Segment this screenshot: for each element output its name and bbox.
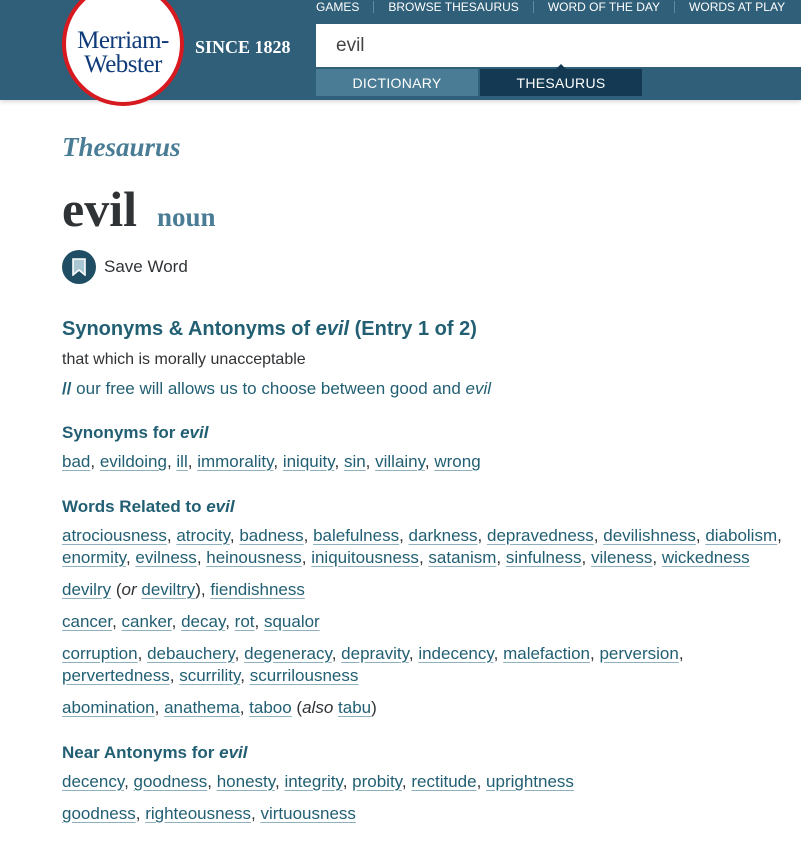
heading-word: evil [180, 423, 209, 442]
section-title [62, 318, 792, 341]
example-word: evil [465, 379, 492, 398]
word-link[interactable]: goodness [133, 772, 208, 791]
site-header [0, 0, 801, 100]
logo-text-line2: Webster [84, 51, 162, 78]
section-title-text: Synonyms & Antonyms of [62, 318, 316, 340]
word-link[interactable]: devilry [62, 580, 112, 599]
word-link[interactable]: decay [181, 612, 226, 631]
word-link[interactable]: virtuousness [260, 804, 356, 823]
section-title-word: evil [315, 318, 350, 340]
save-word-label: Save Word [104, 257, 188, 276]
word-group: corruption, debauchery, degeneracy, depravity, indecency, malefaction, perversion, pervertedness, scurrility, scurrilousness [62, 644, 684, 685]
nav-browse-thesaurus[interactable]: BROWSE THESAURUS [373, 1, 532, 13]
word-link[interactable]: taboo [249, 698, 292, 717]
word-link[interactable]: devilishness [603, 526, 696, 545]
word-list-heading [62, 743, 792, 763]
nav-word-of-the-day[interactable]: WORD OF THE DAY [533, 1, 674, 13]
word-link[interactable]: satanism [428, 548, 497, 567]
word-list-heading [62, 423, 792, 443]
word-link[interactable]: enormity [62, 548, 126, 567]
word-link[interactable]: evildoing [99, 452, 167, 471]
example-sentence [62, 379, 792, 399]
word-lists [62, 423, 792, 825]
word-link[interactable]: decency [62, 772, 125, 791]
word-link[interactable]: darkness [408, 526, 478, 545]
word-link[interactable]: atrocity [176, 526, 230, 545]
nav-words-at-play[interactable]: WORDS AT PLAY [674, 1, 799, 13]
entry-content [62, 132, 792, 825]
heading-text: Synonyms for [62, 423, 181, 442]
heading-text: Words Related to [62, 497, 207, 516]
word-link[interactable]: uprightness [486, 772, 574, 791]
word-link[interactable]: canker [121, 612, 172, 631]
tab-dictionary[interactable]: DICTIONARY [316, 69, 478, 96]
word-link[interactable]: badness [239, 526, 304, 545]
word-link[interactable]: abomination [62, 698, 155, 717]
word-link[interactable]: diabolism [705, 526, 778, 545]
word-link[interactable]: scurrilousness [249, 666, 359, 685]
word-link[interactable]: corruption [62, 644, 138, 663]
search-input[interactable] [316, 24, 801, 67]
word-link[interactable]: degeneracy [244, 644, 332, 663]
word-link[interactable]: depravedness [486, 526, 594, 545]
word-link[interactable]: probity [352, 772, 402, 791]
word-link[interactable]: depravity [341, 644, 409, 663]
word-link[interactable]: fiendishness [210, 580, 305, 599]
heading-word: evil [206, 497, 235, 516]
bookmark-icon [62, 250, 96, 284]
word-link[interactable]: righteousness [145, 804, 252, 823]
word-link[interactable]: balefulness [313, 526, 400, 545]
heading-text: Near Antonyms for [62, 743, 220, 762]
section-title-entry: (Entry 1 of 2) [349, 318, 477, 340]
word-link[interactable]: iniquitousness [311, 548, 419, 567]
word-link[interactable]: evilness [135, 548, 197, 567]
definition: that which is morally unacceptable [62, 351, 306, 368]
heading-word: evil [219, 743, 248, 762]
word-link[interactable]: squalor [263, 612, 320, 631]
word-link-variant[interactable]: deviltry [141, 580, 196, 599]
word-link[interactable]: pervertedness [62, 666, 170, 685]
word-link[interactable]: sin [343, 452, 366, 471]
word-link[interactable]: rectitude [411, 772, 477, 791]
word-link[interactable]: heinousness [206, 548, 302, 567]
headword: evil [62, 181, 137, 237]
part-of-speech[interactable]: noun [156, 202, 216, 232]
word-link[interactable]: scurrility [179, 666, 241, 685]
variant-note: also [302, 698, 334, 717]
word-link[interactable]: debauchery [147, 644, 235, 663]
word-link[interactable]: wickedness [661, 548, 750, 567]
word-link[interactable]: iniquity [282, 452, 335, 471]
word-list-heading [62, 497, 792, 517]
variant-note: or [121, 580, 137, 599]
word-link[interactable]: honesty [216, 772, 275, 791]
word-link[interactable]: immorality [197, 452, 274, 471]
word-group: abomination, anathema, taboo (also tabu) [62, 698, 377, 717]
word-group: bad, evildoing, ill, immorality, iniquity, sin, villainy, wrong [62, 452, 481, 471]
word-link[interactable]: indecency [418, 644, 494, 663]
word-group: decency, goodness, honesty, integrity, probity, rectitude, uprightness [62, 772, 574, 791]
word-group: atrociousness, atrocity, badness, balefulness, darkness, depravedness, devilishness, diabolism, enormity, evilness, heinousness, iniquitousness, satanism, sinfulness, vileness, wickedness [62, 526, 782, 567]
word-link[interactable]: goodness [62, 804, 136, 823]
word-link[interactable]: vileness [590, 548, 653, 567]
merriam-webster-logo[interactable] [62, 0, 184, 106]
headword-row [62, 180, 792, 238]
word-link[interactable]: ill [176, 452, 188, 471]
word-group: cancer, canker, decay, rot, squalor [62, 612, 320, 631]
word-link[interactable]: malefaction [503, 644, 591, 663]
example-text: our free will allows us to choose between good and [71, 379, 466, 398]
save-word-button[interactable] [62, 250, 792, 284]
word-link[interactable]: villainy [375, 452, 425, 471]
tab-thesaurus[interactable]: THESAURUS [480, 69, 642, 96]
word-link[interactable]: sinfulness [505, 548, 582, 567]
top-nav [316, 0, 799, 14]
word-group: devilry (or deviltry), fiendishness [62, 580, 305, 599]
word-link[interactable]: anathema [164, 698, 240, 717]
example-marker: // [62, 379, 72, 398]
word-link[interactable]: atrociousness [62, 526, 167, 545]
word-link[interactable]: cancer [62, 612, 113, 631]
word-link-variant[interactable]: tabu [338, 698, 372, 717]
word-link[interactable]: bad [62, 452, 91, 471]
logo-text-line1: Merriam- [77, 27, 169, 54]
since-1828-tagline: SINCE 1828 [195, 37, 291, 57]
word-link[interactable]: integrity [284, 772, 343, 791]
word-link[interactable]: perversion [599, 644, 679, 663]
thesaurus-label: Thesaurus [62, 132, 181, 162]
word-link[interactable]: rot [234, 612, 255, 631]
word-group: goodness, righteousness, virtuousness [62, 804, 356, 823]
word-link[interactable]: wrong [434, 452, 481, 471]
nav-games[interactable]: GAMES [316, 0, 360, 14]
